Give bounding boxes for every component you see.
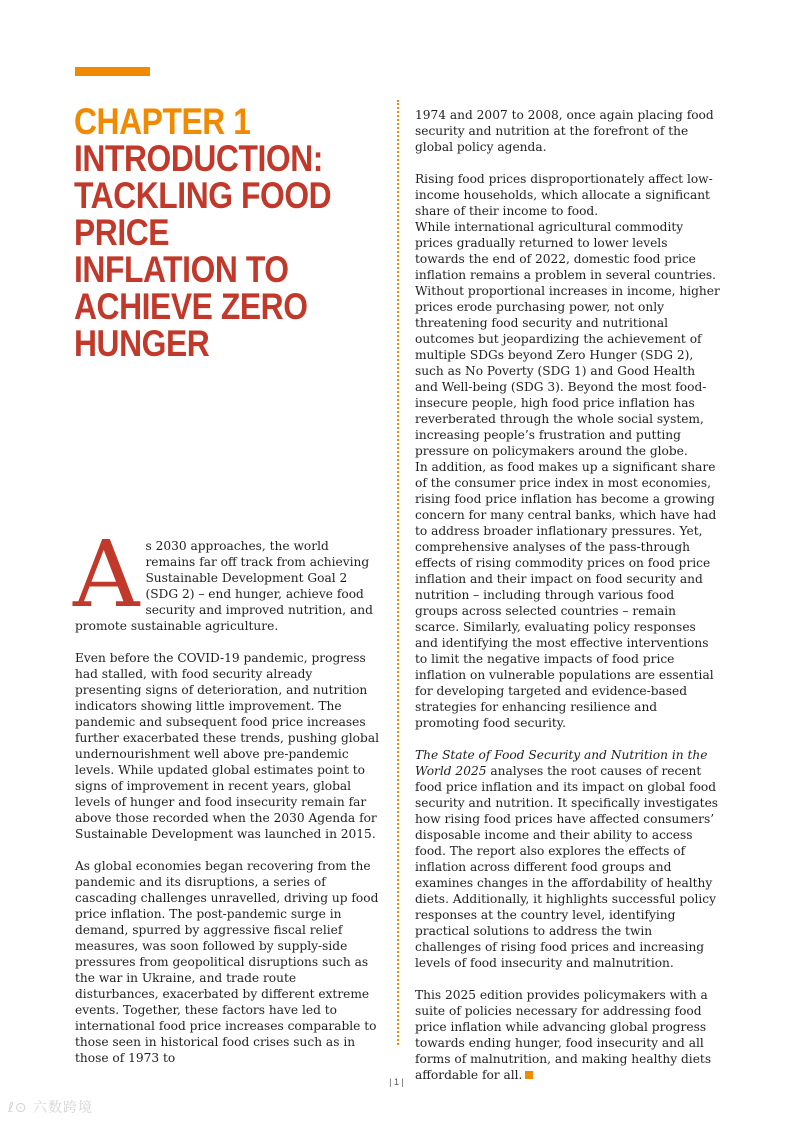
paragraph-rising-prices: Rising food prices disproportionately affect low-income households, which allocate a significant share of their income to food.: [415, 172, 713, 218]
accent-bar: [75, 67, 150, 76]
column-divider: [397, 100, 399, 1045]
edition-text: This 2025 edition provides policymakers with a suite of policies necessary for addressing food price inflation while advancing global progress towards ending hunger, food insecurity and all forms of malnutrition, and making healthy diets affordable for all.: [415, 988, 712, 1082]
intro-paragraph: [73, 521, 380, 634]
watermark-logo: ℓ⊙ 六数跨境: [8, 1100, 93, 1116]
paragraph-continued: 1974 and 2007 to 2008, once again placing food security and nutrition at the forefront of the global policy agenda.: [415, 108, 714, 154]
paragraph-central-banks: In addition, as food makes up a significant share of the consumer price index in most economies, rising food price inflation has become a growing concern for many central banks, which have had to address broader inflationary pressures. Yet, comprehensive analyses of the pass-through effects of rising commodity prices on food price inflation and their impact on food security and nutrition – including through various food groups across selected countries – remain scarce. Similarly, evaluating policy responses and identifying the most effective interventions to limit the negative impacts of food price inflation on vulnerable populations are essential for developing targeted and evidence-based strategies for enhancing resilience and promoting food security.: [415, 460, 717, 730]
left-column: [73, 521, 380, 1066]
paragraph-domestic-inflation: While international agricultural commodity prices gradually returned to lower levels towards the end of 2022, domestic food price inflation remains a problem in several countries. Without proportional increases in income, higher prices erode purchasing power, not only threatening food security and nutritional outcomes but jeopardizing the achievement of multiple SDGs beyond Zero Hunger (SDG 2), such as No Poverty (SDG 1) and Good Health and Well-being (SDG 3). Beyond the most food-insecure people, high food price inflation has reverberated through the whole social system, increasing people’s frustration and putting pressure on policymakers around the globe.: [415, 220, 720, 458]
report-title: The State of Food Security and Nutrition in the World 2025: [415, 748, 708, 778]
paragraph-covid: Even before the COVID-19 pandemic, progress had stalled, with food security already presenting signs of deterioration, and nutrition indicators showing little improvement. The pandemic and subsequent food price increases further exacerbated these trends, pushing global undernourishment well above pre-pandemic levels. While updated global estimates point to signs of improvement in recent years, global levels of hunger and food insecurity remain far above those recorded when the 2030 Agenda for Sustainable Development was launched in 2015.: [75, 651, 379, 841]
chapter-heading: [74, 103, 341, 362]
drop-cap: A: [73, 521, 140, 628]
paragraph-report-scope: [415, 747, 720, 971]
report-scope-text: analyses the root causes of recent food price inflation and its impact on global food security and nutrition. It specifically investigates how rising food prices have affected consumers’ disposable income and their ability to access food. The report also explores the effects of inflation across different food groups and examines changes in the affordability of healthy diets. Additionally, it highlights successful policy responses at the country level, identifying practical solutions to address the twin challenges of rising food prices and increasing levels of food insecurity and malnutrition.: [415, 764, 719, 970]
intro-text: s 2030 approaches, the world remains far off track from achieving Sustainable Development Goal 2 (SDG 2) – end hunger, achieve food security and improved nutrition, and promote sustainable agriculture.: [75, 539, 373, 633]
right-column: [415, 107, 720, 1083]
paragraph-edition: [415, 987, 720, 1083]
chapter-label: CHAPTER 1: [74, 101, 251, 142]
chapter-title: INTRODUCTION: TACKLING FOOD PRICE INFLATION TO ACHIEVE ZERO HUNGER: [74, 138, 332, 364]
page-number: | 1 |: [389, 1077, 404, 1087]
paragraph-economies: As global economies began recovering from the pandemic and its disruptions, a series of cascading challenges unravelled, driving up food price inflation. The post-pandemic surge in demand, spurred by aggressive fiscal relief measures, was soon followed by supply-side pressures from geopolitical disruptions such as the war in Ukraine, and trade route disturbances, exacerbated by different extreme events. Together, these factors have led to international food price increases comparable to those seen in historical food crises such as in those of 1973 to: [75, 859, 379, 1065]
